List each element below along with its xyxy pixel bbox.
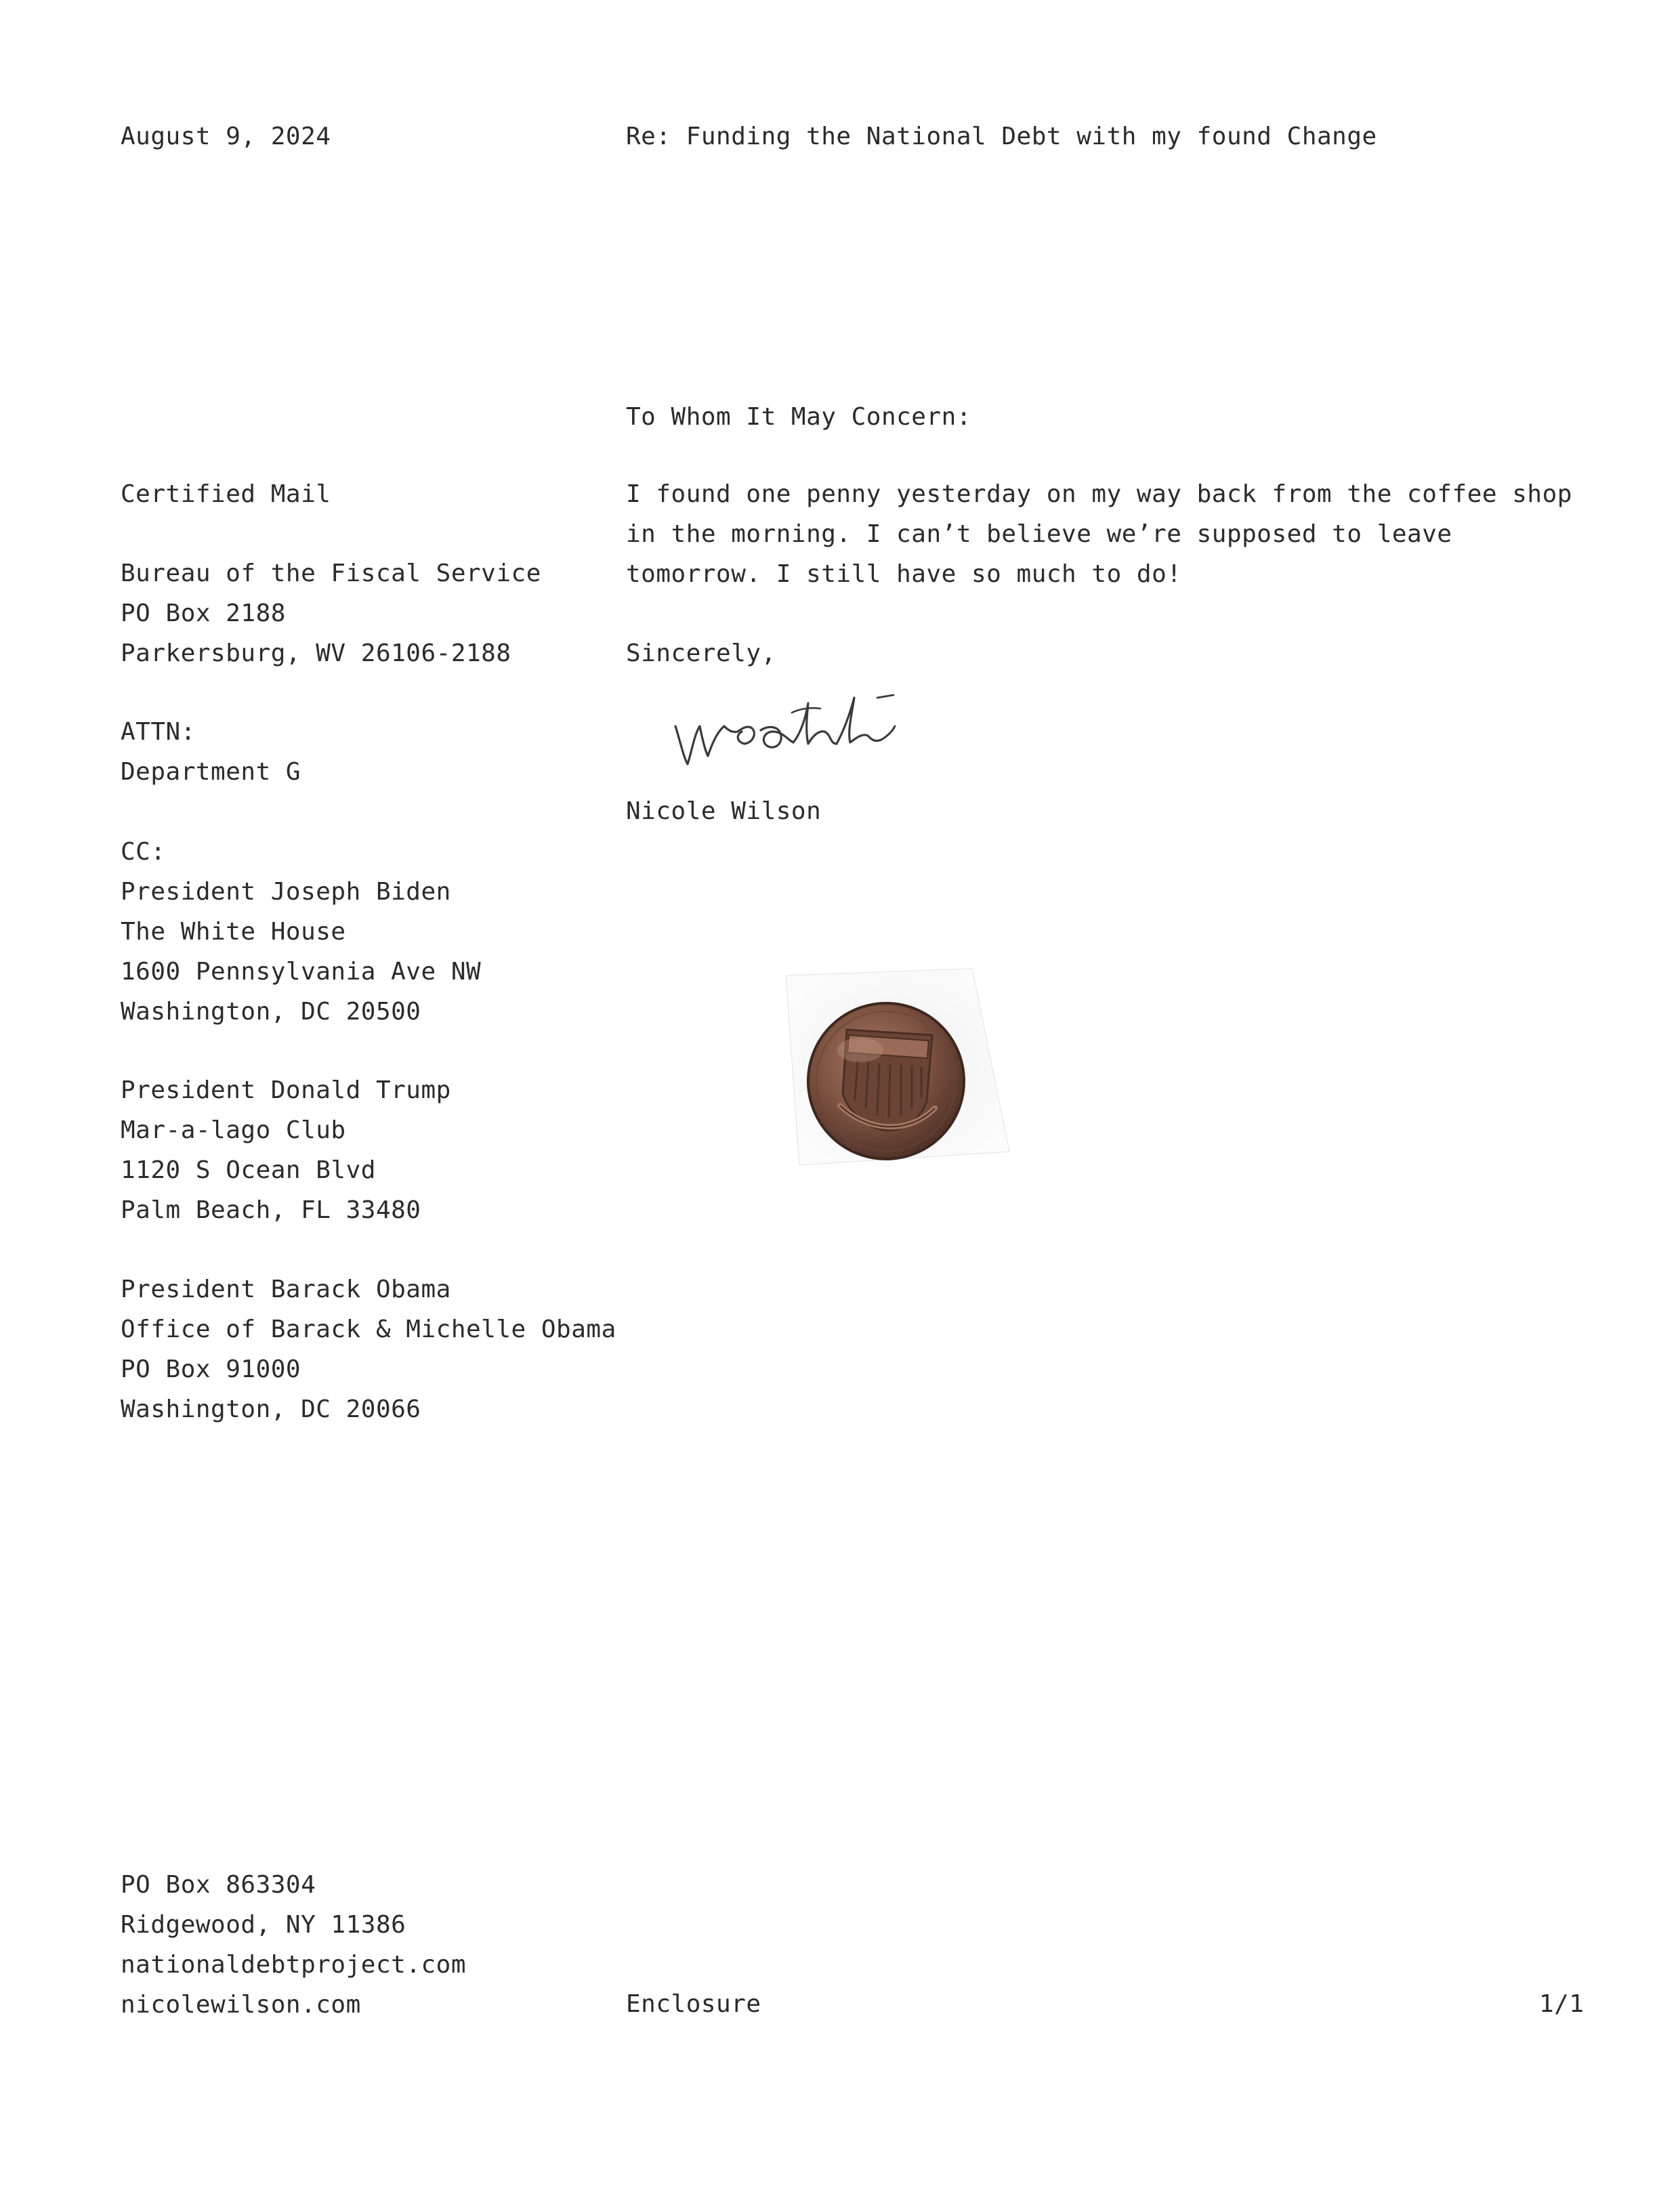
cc-line: 1120 S Ocean Blvd	[121, 1156, 376, 1184]
attention-value: Department G	[121, 758, 301, 786]
sender-address	[121, 1865, 466, 2025]
recipient-line: PO Box 2188	[121, 599, 286, 627]
cc-label: CC:	[121, 838, 166, 866]
cc-line: President Joseph Biden	[121, 878, 451, 906]
letter-body: I found one penny yesterday on my way back from the coffee shop in the morning. I can’t believe we’re supposed to leave tomorrow. I still have so much to do!	[626, 480, 1572, 588]
cc-line: Office of Barack & Michelle Obama	[121, 1316, 616, 1343]
handwritten-signature	[667, 677, 1020, 786]
cc-line: Washington, DC 20066	[121, 1395, 421, 1423]
cc-line: Palm Beach, FL 33480	[121, 1196, 421, 1224]
enclosure-label: Enclosure	[626, 1990, 761, 2018]
cc-line: 1600 Pennsylvania Ave NW	[121, 958, 482, 986]
cc-line: President Barack Obama	[121, 1276, 451, 1303]
cc-line: Mar-a-lago Club	[121, 1116, 346, 1144]
letter-date: August 9, 2024	[121, 123, 331, 150]
cc-line: Washington, DC 20500	[121, 998, 421, 1026]
attention-block	[121, 712, 301, 792]
letter-subject: Re: Funding the National Debt with my found Change	[626, 123, 1377, 150]
recipient-address	[121, 553, 541, 673]
cc-recipient-3	[121, 1269, 616, 1429]
recipient-line: Parkersburg, WV 26106-2188	[121, 639, 511, 667]
sender-website: nicolewilson.com	[121, 1991, 361, 2019]
penny-enclosure	[738, 948, 1023, 1206]
page-number: 1/1	[1539, 1990, 1584, 2018]
sender-line: PO Box 863304	[121, 1871, 316, 1899]
cc-block	[121, 832, 481, 1032]
sender-website: nationaldebtproject.com	[121, 1951, 466, 1979]
cc-recipient-2	[121, 1070, 451, 1230]
attention-label: ATTN:	[121, 718, 196, 746]
salutation: To Whom It May Concern:	[626, 403, 971, 431]
delivery-method: Certified Mail	[121, 480, 331, 508]
cc-line: PO Box 91000	[121, 1355, 301, 1383]
signature-name: Nicole Wilson	[626, 797, 822, 825]
cc-line: President Donald Trump	[121, 1076, 451, 1104]
recipient-line: Bureau of the Fiscal Service	[121, 560, 541, 587]
cc-line: The White House	[121, 918, 346, 946]
sender-line: Ridgewood, NY 11386	[121, 1911, 406, 1939]
closing: Sincerely,	[626, 639, 776, 667]
